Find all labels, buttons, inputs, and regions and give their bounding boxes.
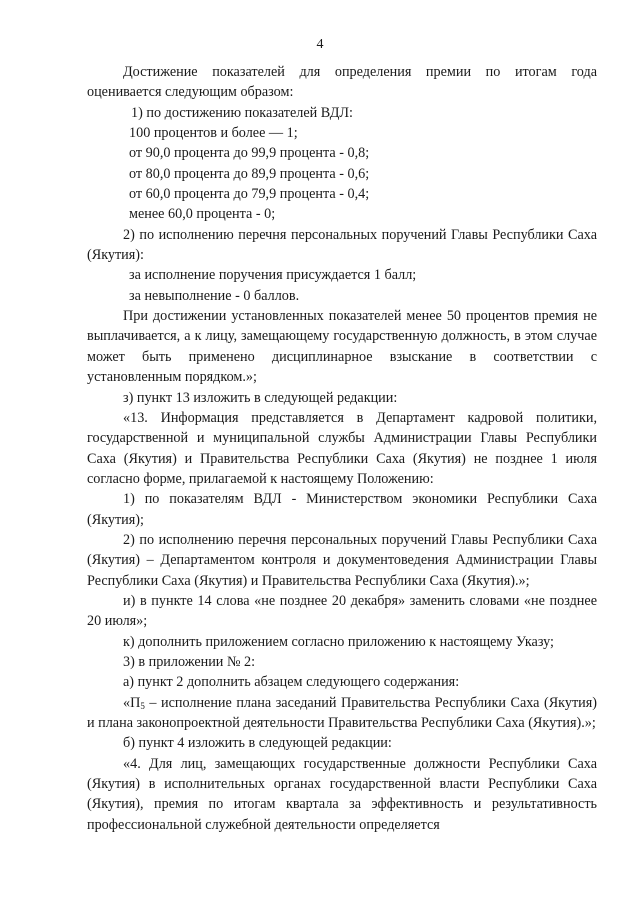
- formula-symbol: «П: [123, 694, 141, 711]
- paragraph: При достижении установленных показателей менее 50 процентов премия не выплачивается, а к лицу, замещающему государственную должность, в этом случае может быть применено дисциплинарное взыскание в соответствии с установленным порядком.»;: [87, 308, 597, 386]
- page-number: 4: [316, 37, 324, 52]
- paragraph: за невыполнение - 0 баллов.: [129, 287, 300, 304]
- document-body: [87, 62, 597, 835]
- paragraph: от 80,0 процента до 89,9 процента - 0,6;: [129, 165, 370, 182]
- paragraph: за исполнение поручения присуждается 1 балл;: [129, 267, 417, 284]
- paragraph: 100 процентов и более — 1;: [129, 125, 298, 142]
- paragraph: 3) в приложении № 2:: [123, 653, 256, 670]
- list-item: 1) по показателям ВДЛ - Министерством экономики Республики Саха (Якутия);: [87, 491, 597, 528]
- paragraph: и) в пункте 14 слова «не позднее 20 декабря» заменить словами «не позднее 20 июля»;: [87, 592, 597, 630]
- paragraph: «13. Информация представляется в Департамент кадровой политики, государственной и муниципальной службы Администрации Главы Республики Саха (Якутия) и Правительства Республики Саха (Якутия) не позднее 1 июля согласно форме, прилагаемой к настоящему Положению:: [87, 409, 597, 487]
- paragraph: к) дополнить приложением согласно приложению к настоящему Указу;: [123, 633, 554, 650]
- paragraph: менее 60,0 процента - 0;: [129, 206, 276, 223]
- paragraph: от 90,0 процента до 99,9 процента - 0,8;: [129, 145, 370, 162]
- paragraph: Достижение показателей для определения премии по итогам года оценивается следующим образом:: [87, 64, 597, 101]
- paragraph: от 60,0 процента до 79,9 процента - 0,4;: [129, 186, 370, 203]
- paragraph-text: – исполнение плана заседаний Правительства Республики Саха (Якутия) и плана законопроектной деятельности Правительства Республики Саха (Якутия).»;: [87, 694, 597, 731]
- list-item: 1) по достижению показателей ВДЛ:: [131, 104, 353, 121]
- paragraph: а) пункт 2 дополнить абзацем следующего содержания:: [123, 674, 460, 691]
- paragraph: б) пункт 4 изложить в следующей редакции:: [123, 735, 392, 752]
- paragraph: «4. Для лиц, замещающих государственные должности Республики Саха (Якутия) в исполнительных органах государственной власти Республики Саха (Якутия), премия по итогам квартала за эффективность и результативность профессиональной служебной деятельности определяется: [87, 755, 597, 833]
- paragraph: [87, 693, 597, 734]
- formula-subscript: 5: [140, 700, 145, 711]
- paragraph: з) пункт 13 изложить в следующей редакции:: [123, 389, 398, 406]
- list-item: 2) по исполнению перечня персональных поручений Главы Республики Саха (Якутия) – Департаментом контроля и документоведения Администрации Главы Республики Саха (Якутия) и Правительства Республики Саха (Якутия).»;: [87, 531, 597, 589]
- list-item: 2) по исполнению перечня персональных поручений Главы Республики Саха (Якутия):: [87, 226, 597, 264]
